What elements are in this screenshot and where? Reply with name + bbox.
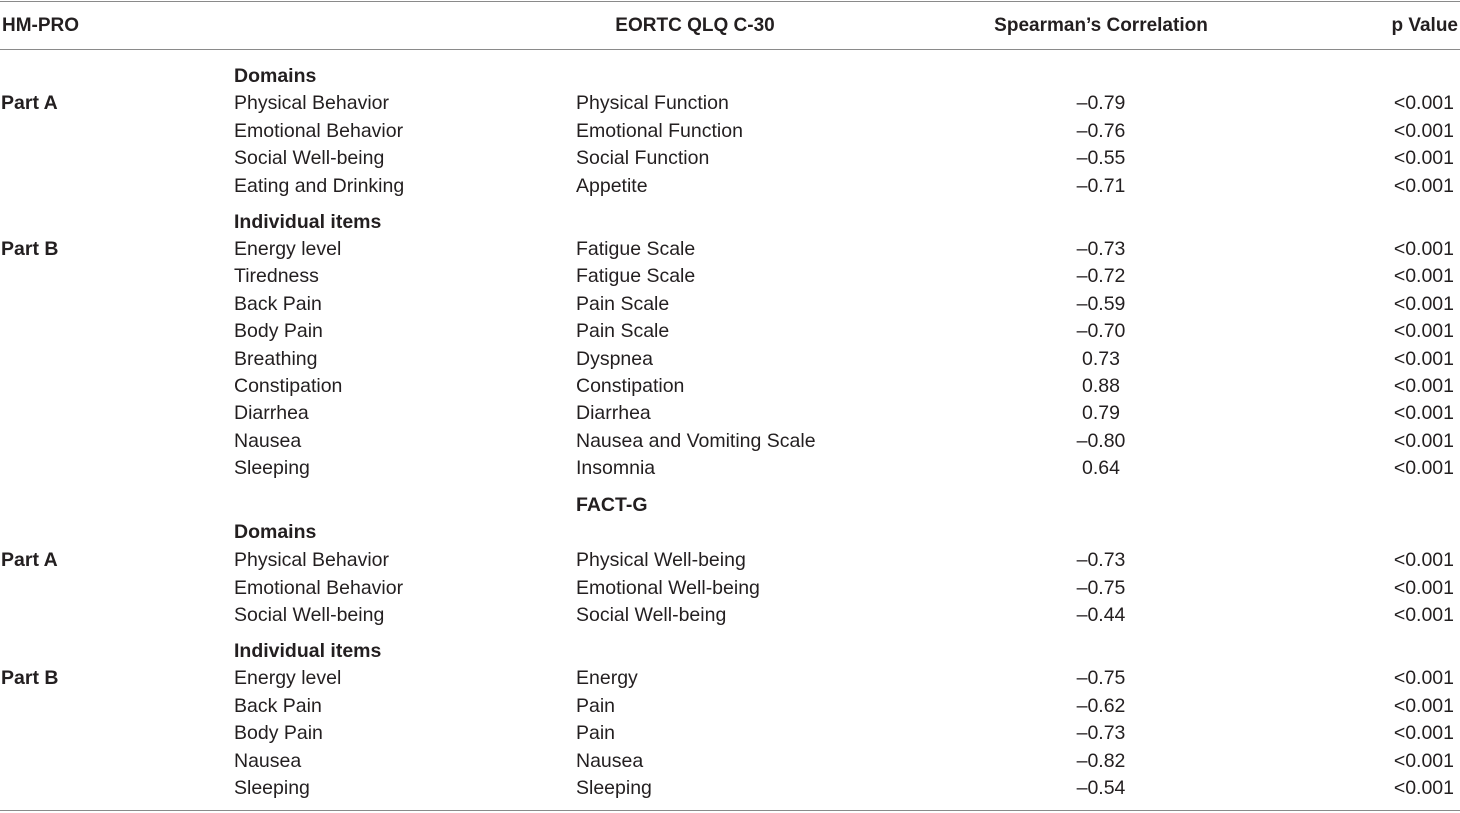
correlation-value: –0.72: [1076, 265, 1126, 288]
correlation-value: 0.73: [1082, 347, 1120, 370]
instrument-item: Nausea and Vomiting Scale: [576, 429, 816, 452]
correlation-value: 0.88: [1082, 375, 1120, 397]
instrument-item: Pain Scale: [576, 292, 670, 315]
instrument-item: Fatigue Scale: [576, 238, 696, 260]
instrument-item: Energy: [576, 667, 638, 689]
instrument-item: Emotional Function: [576, 119, 743, 142]
hm-pro-item: Body Pain: [234, 320, 323, 343]
p-value: <0.001: [1393, 174, 1454, 197]
instrument-item: Nausea: [576, 749, 644, 772]
hm-pro-item: Sleeping: [234, 777, 310, 800]
correlation-value: –0.54: [1076, 777, 1126, 800]
p-value: <0.001: [1393, 147, 1454, 169]
p-value: <0.001: [1393, 265, 1454, 288]
hm-pro-item: Emotional Behavior: [234, 576, 404, 599]
instrument-item: Appetite: [576, 174, 648, 197]
instrument-item: Pain: [576, 722, 616, 745]
correlation-value: –0.73: [1076, 238, 1126, 260]
hm-pro-item: Back Pain: [234, 292, 322, 315]
hm-pro-item: Social Well-being: [234, 604, 385, 627]
correlation-value: –0.76: [1076, 119, 1126, 142]
p-value: <0.001: [1393, 320, 1454, 343]
part-a-label: Part A: [1, 549, 58, 571]
part-b-label: Part B: [1, 667, 59, 689]
instrument-item: Constipation: [576, 375, 685, 397]
p-value: <0.001: [1393, 604, 1454, 627]
hm-pro-item: Body Pain: [234, 722, 323, 745]
hm-pro-item: Nausea: [234, 429, 302, 452]
p-value: <0.001: [1393, 667, 1454, 689]
bottom-rule: [0, 810, 1460, 811]
p-value: <0.001: [1393, 92, 1454, 114]
instrument-item: Social Well-being: [576, 604, 727, 627]
correlation-value: –0.75: [1076, 667, 1126, 689]
correlation-value: –0.44: [1076, 604, 1126, 627]
p-value: <0.001: [1393, 457, 1454, 480]
instrument-item: Physical Well-being: [576, 549, 746, 571]
p-value: <0.001: [1393, 429, 1454, 452]
hm-pro-item: Constipation: [234, 375, 343, 397]
hm-pro-item: Tiredness: [234, 265, 319, 288]
hm-pro-item: Physical Behavior: [234, 549, 389, 571]
hm-pro-item: Energy level: [234, 667, 342, 689]
instrument-item: Sleeping: [576, 777, 652, 800]
p-value: <0.001: [1393, 694, 1454, 717]
header-p-value: p Value: [1391, 15, 1458, 36]
p-value: <0.001: [1393, 402, 1454, 425]
header-instrument: EORTC QLQ C-30: [615, 15, 775, 36]
p-value: <0.001: [1393, 576, 1454, 599]
p-value: <0.001: [1393, 238, 1454, 260]
p-value: <0.001: [1393, 722, 1454, 745]
hm-pro-item: Back Pain: [234, 694, 322, 717]
hm-pro-item: Diarrhea: [234, 402, 309, 425]
section-domains-label: Domains: [234, 521, 317, 543]
correlation-value: –0.75: [1076, 576, 1126, 599]
correlation-value: –0.70: [1076, 320, 1126, 343]
instrument-item: Dyspnea: [576, 347, 653, 370]
hm-pro-item: Physical Behavior: [234, 92, 389, 114]
instrument-item: Social Function: [576, 147, 710, 169]
correlation-value: –0.73: [1076, 722, 1126, 745]
part-a-label: Part A: [1, 92, 58, 114]
section-domains-label: Domains: [234, 65, 317, 87]
hm-pro-item: Nausea: [234, 749, 302, 772]
instrument-item: Pain: [576, 694, 616, 717]
header-hm-pro: HM-PRO: [2, 15, 80, 36]
hm-pro-item: Eating and Drinking: [234, 174, 405, 197]
hm-pro-item: Emotional Behavior: [234, 119, 404, 142]
correlation-value: –0.82: [1076, 749, 1126, 772]
section-items-label: Individual items: [234, 211, 382, 233]
p-value: <0.001: [1393, 777, 1454, 800]
factg-title: FACT-G: [576, 494, 648, 516]
p-value: <0.001: [1393, 749, 1454, 772]
hm-pro-item: Social Well-being: [234, 147, 385, 169]
correlation-value: –0.80: [1076, 429, 1126, 452]
header-rule: [0, 49, 1460, 50]
correlation-value: –0.79: [1076, 92, 1126, 114]
instrument-item: Physical Function: [576, 92, 729, 114]
instrument-item: Fatigue Scale: [576, 265, 696, 288]
p-value: <0.001: [1393, 375, 1454, 397]
correlation-value: –0.59: [1076, 292, 1126, 315]
p-value: <0.001: [1393, 292, 1454, 315]
hm-pro-item: Breathing: [234, 347, 318, 370]
hm-pro-item: Sleeping: [234, 457, 310, 480]
correlation-value: 0.79: [1082, 402, 1120, 425]
part-b-label: Part B: [1, 238, 59, 260]
p-value: <0.001: [1393, 549, 1454, 571]
p-value: <0.001: [1393, 347, 1454, 370]
p-value: <0.001: [1393, 119, 1454, 142]
header-spearman: Spearman’s Correlation: [994, 15, 1208, 36]
instrument-item: Emotional Well-being: [576, 576, 760, 599]
correlation-value: 0.64: [1082, 457, 1120, 480]
correlation-value: –0.55: [1076, 147, 1126, 169]
instrument-item: Diarrhea: [576, 402, 651, 425]
correlation-value: –0.62: [1076, 694, 1126, 717]
instrument-item: Pain Scale: [576, 320, 670, 343]
hm-pro-item: Energy level: [234, 238, 342, 260]
instrument-item: Insomnia: [576, 457, 656, 480]
section-items-label: Individual items: [234, 640, 382, 662]
top-rule: [0, 1, 1460, 2]
correlation-value: –0.71: [1076, 174, 1126, 197]
correlation-value: –0.73: [1076, 549, 1126, 571]
